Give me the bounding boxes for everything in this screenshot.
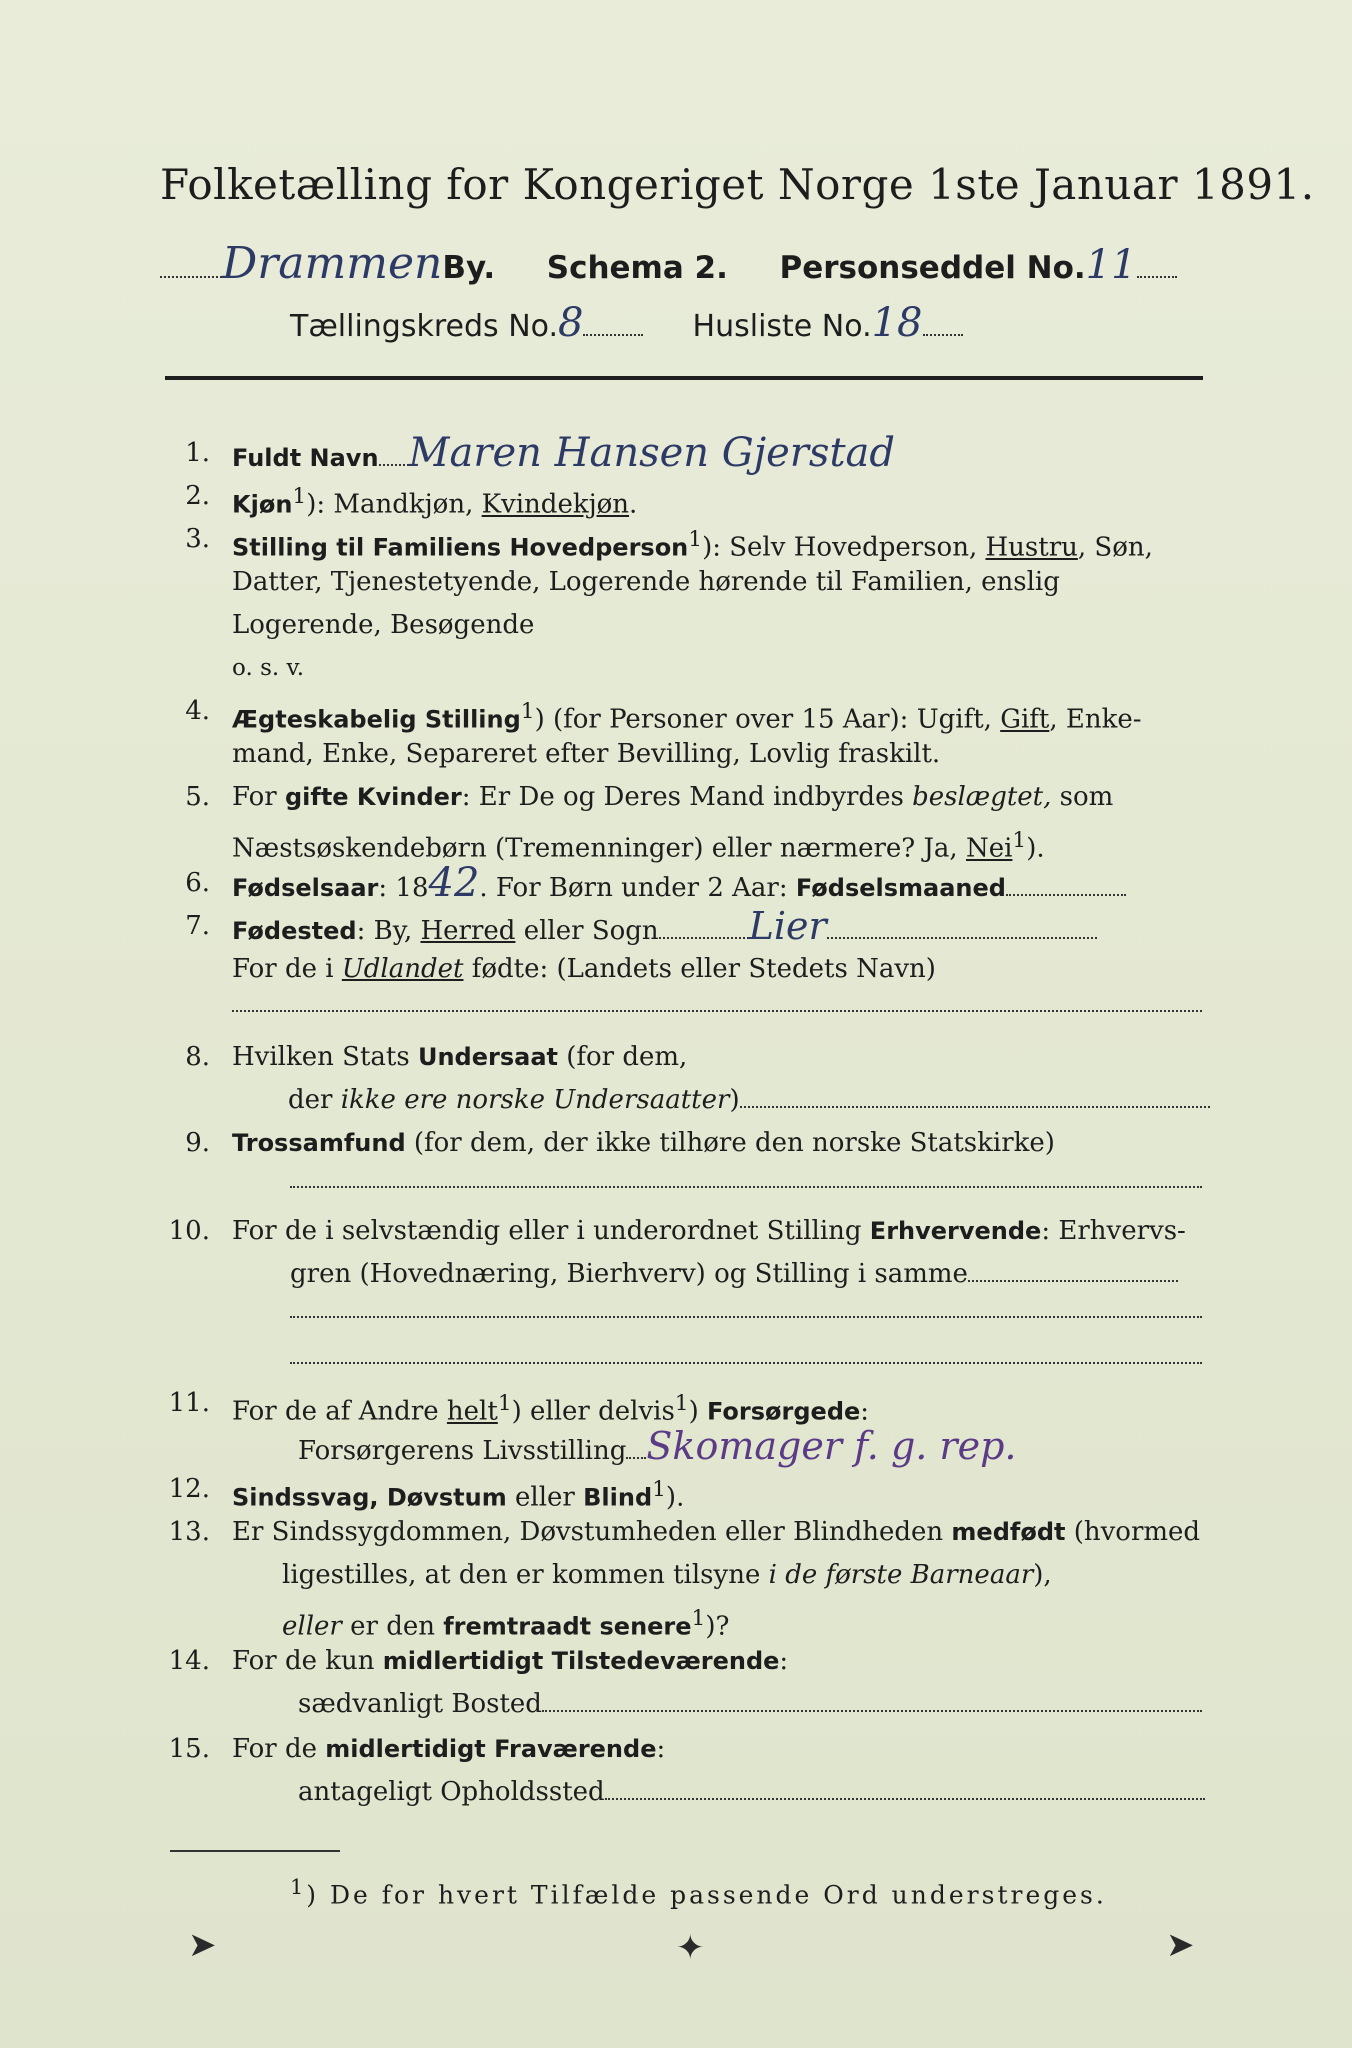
field-text: gren (Hovednæring, Bierhverv) og Stilling i samme (290, 1259, 968, 1289)
field-text: Hvilken Stats (232, 1042, 418, 1072)
header-rule (165, 376, 1203, 380)
field-text: (hvormed (1065, 1517, 1201, 1547)
personseddel-number: 11 (1085, 242, 1137, 288)
birthplace-handwritten: Lier (748, 904, 827, 948)
item-number: 2. (185, 481, 210, 511)
item-number: 5. (185, 782, 210, 812)
dotted-line (290, 1186, 1202, 1188)
field-label: Forsørgede (707, 1397, 861, 1426)
item-number: 8. (185, 1042, 210, 1072)
field-label: Fødselsaar (232, 874, 379, 902)
field-label: Erhvervende (869, 1217, 1042, 1245)
footnote-ref: 1 (292, 484, 307, 509)
field-text: Næstsøskendebørn (Tremenninger) eller nærmere? Ja, (232, 833, 966, 864)
field-text: )? (705, 1611, 730, 1642)
item-number: 14. (168, 1646, 210, 1676)
field-text: ): Mandkjøn, (306, 489, 482, 520)
item-number: 7. (185, 911, 210, 941)
field-text: : (656, 1734, 666, 1764)
city-handwritten: Drammen (222, 238, 443, 289)
field-text: ) (729, 1085, 740, 1115)
field-text: Logerende, Besøgende (232, 610, 535, 640)
item-number: 4. (185, 696, 210, 726)
form-title: Folketælling for Kongeriget Norge 1ste Januar 1891. (160, 160, 1315, 209)
field-text: , Søn, (1077, 532, 1153, 563)
footnote-rule (170, 1850, 340, 1852)
field-text: sædvanligt Bosted (298, 1689, 542, 1719)
field-label: Stilling til Familiens Hovedperson (232, 533, 689, 562)
field-text: ) (688, 1396, 707, 1427)
field-text: eller Sogn (515, 916, 659, 946)
field-text: For de kun (232, 1646, 383, 1676)
kreds-label: Tællingskreds No. (290, 309, 558, 344)
footnote-ref: 1 (1012, 828, 1027, 853)
footnote-ref: 1 (652, 1477, 666, 1502)
field-text: o. s. v. (232, 655, 305, 681)
field-label: fremtraadt senere (443, 1612, 692, 1641)
footnote-text: ) De for hvert Tilfælde passende Ord understreges. (306, 1880, 1107, 1910)
field-text-italic: ikke ere norske Undersaatter (340, 1085, 730, 1115)
item-number: 3. (185, 524, 210, 554)
kreds-husliste-line (290, 300, 1190, 350)
field-label: Kjøn (232, 490, 293, 519)
field-text-italic: i de første Barneaar (768, 1560, 1034, 1590)
footnote-ref: 1 (290, 1875, 307, 1899)
item-number: 13. (168, 1517, 210, 1547)
field-text: er den (341, 1611, 444, 1642)
field-text: : Er De og Deres Mand indbyrdes (461, 782, 913, 812)
dotted-line (232, 1010, 1202, 1012)
underlined-choice: Kvindekjøn (481, 489, 630, 520)
field-text: Forsørgerens Livsstilling (298, 1436, 627, 1466)
field-text: For de af Andre (232, 1396, 447, 1427)
supporter-occupation-handwritten: Skomager f. g. rep. (646, 1424, 1017, 1468)
underlined-choice: helt (446, 1396, 498, 1427)
field-text: : Erhvervs- (1041, 1216, 1186, 1246)
footnote (290, 1875, 1107, 1909)
field-text: ) (for Personer over 15 Aar): Ugift, (534, 704, 1001, 735)
item-number: 12. (168, 1474, 210, 1504)
field-text: Er Sindssygdommen, Døvstumheden eller Blindheden (232, 1517, 952, 1547)
field-label: Blind (583, 1483, 653, 1512)
field-text: ): Selv Hovedperson, (702, 532, 986, 563)
field-text: Datter, Tjenestetyende, Logerende hørende til Familien, enslig (232, 567, 1060, 597)
field-text: ), (1033, 1560, 1052, 1590)
field-text: For de i (232, 954, 342, 984)
field-text: ). (665, 1482, 685, 1513)
field-text: ) eller delvis (511, 1396, 675, 1427)
underlined-choice: Herred (420, 916, 516, 946)
field-text: ligestilles, at den er kommen tilsyne (282, 1560, 769, 1590)
dotted-line (290, 1316, 1202, 1318)
item-number: 1. (185, 438, 210, 468)
field-text: , Enke- (1049, 704, 1142, 735)
field-text: : 18 (378, 873, 429, 903)
field-text: mand, Enke, Separeret efter Bevilling, Lovlig fraskilt. (232, 739, 941, 769)
footnote-ref: 1 (520, 699, 535, 724)
footnote-ref: 1 (691, 1606, 706, 1631)
field-text: der (288, 1085, 341, 1115)
corner-mark-icon: ➤ (188, 1925, 217, 1965)
field-text-italic: eller (282, 1611, 342, 1642)
item-number: 6. (185, 868, 210, 898)
field-label: Trossamfund (232, 1129, 406, 1157)
field-text: fødte: (Landets eller Stedets Navn) (463, 954, 936, 984)
full-name-handwritten: Maren Hansen Gjerstad (408, 430, 895, 476)
field-label: Undersaat (417, 1043, 558, 1071)
field-text: (for dem, der ikke tilhøre den norske Statskirke) (405, 1128, 1055, 1158)
field-text-italic: Udlandet (341, 954, 464, 984)
underlined-choice: Nei (965, 833, 1013, 864)
field-text: For de (232, 1734, 326, 1764)
field-text-italic: beslægtet, (912, 782, 1052, 812)
field-label: medfødt (951, 1518, 1066, 1546)
field-text: eller (506, 1482, 584, 1513)
field-text: . (629, 489, 638, 520)
footnote-ref: 1 (497, 1391, 512, 1416)
husliste-label: Husliste No. (692, 309, 872, 344)
underlined-choice: Gift (1000, 704, 1050, 735)
field-text: . For Børn under 2 Aar: (479, 873, 796, 903)
field-text: For de i selvstændig eller i underordnet Stilling (232, 1216, 870, 1246)
kreds-number: 8 (558, 300, 584, 346)
field-text: som (1051, 782, 1114, 812)
city-schema-line (160, 238, 1220, 288)
field-text: For (232, 782, 285, 812)
item-number: 11. (168, 1388, 210, 1418)
field-label: Sindssvag, Døvstum (232, 1483, 507, 1512)
dotted-line (290, 1362, 1202, 1364)
field-label: midlertidigt Tilstedeværende (382, 1647, 780, 1675)
field-label: midlertidigt Fraværende (325, 1735, 657, 1763)
item-number: 10. (168, 1216, 210, 1246)
underlined-choice: Hustru (985, 532, 1078, 563)
field-label: gifte Kvinder (284, 783, 462, 811)
schema-label: Schema 2. (546, 250, 728, 286)
corner-mark-icon: ➤ (1166, 1925, 1195, 1965)
footnote-ref: 1 (674, 1391, 689, 1416)
personseddel-label: Personseddel No. (779, 250, 1086, 286)
field-text: antageligt Opholdssted (298, 1777, 605, 1807)
husliste-number: 18 (871, 300, 923, 346)
item-number: 15. (168, 1734, 210, 1764)
field-text: : By, (356, 916, 421, 946)
field-label: Fødested (232, 917, 357, 945)
field-text: : (860, 1396, 870, 1427)
field-text: ). (1026, 833, 1045, 864)
field-text: : (779, 1646, 789, 1676)
birth-year-handwritten: 42 (428, 860, 480, 906)
by-label: By. (442, 250, 496, 286)
field-label: Fuldt Navn (232, 444, 379, 472)
item-number: 9. (185, 1128, 210, 1158)
field-label: Fødselsmaaned (795, 874, 1006, 902)
corner-mark-icon: ✦ (676, 1928, 705, 1968)
field-text: (for dem, (557, 1042, 688, 1072)
field-label: Ægteskabelig Stilling (232, 705, 521, 734)
footnote-ref: 1 (688, 527, 703, 552)
